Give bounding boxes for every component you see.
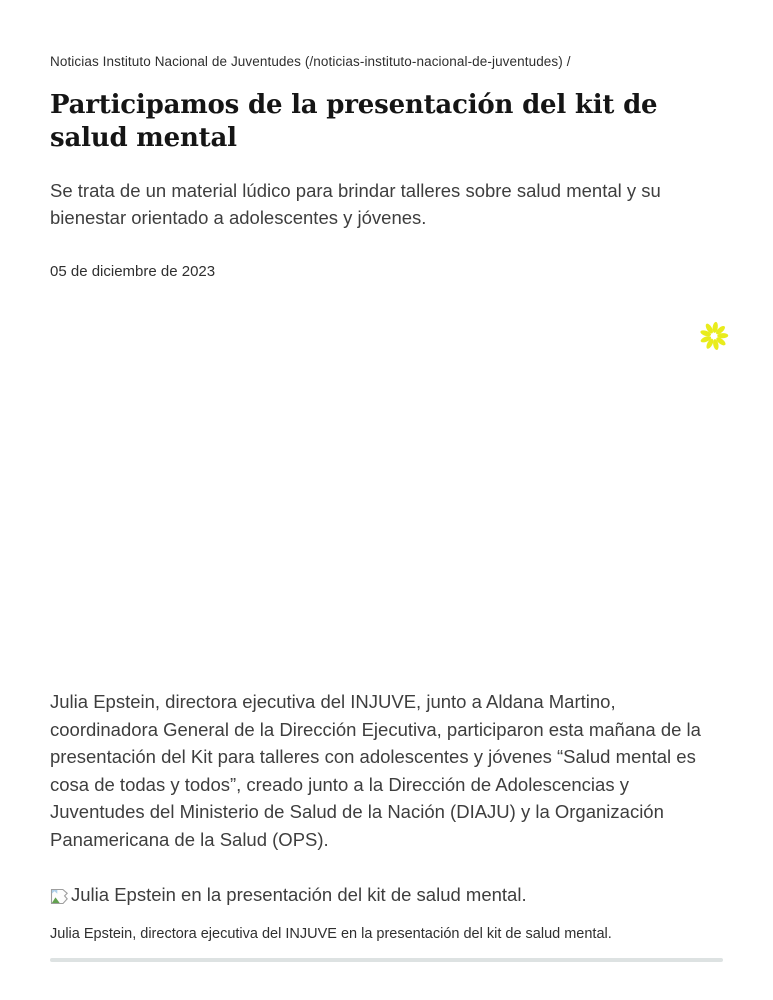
article-lede: Se trata de un material lúdico para brindar talleres sobre salud mental y su bienestar orientado a adolescentes y jóvenes. [50, 179, 661, 229]
loading-spinner-icon [698, 320, 730, 352]
broken-image-alt-text: Julia Epstein en la presentación del kit de salud mental. [71, 884, 527, 906]
page-title: Participamos de la presentación del kit de salud mental [50, 90, 658, 154]
article-image-placeholder [50, 296, 723, 688]
broken-image [50, 884, 723, 906]
article-body: Julia Epstein, directora ejecutiva del INJUVE, junto a Aldana Martino, coordinadora General de la Dirección Ejecutiva, participaron esta mañana de la presentación del Kit para talleres con adolescentes y jóvenes “Salud mental es cosa de todas y todos”, creado junto a la Dirección de Adolescencias y Juventudes del Ministerio de Salud de la Nación (DIAJU) y la Organización Panamericana de la Salud (OPS). [50, 691, 701, 850]
breadcrumb[interactable]: Noticias Instituto Nacional de Juventudes (/noticias-instituto-nacional-de-juventudes) / [50, 54, 571, 69]
footer-divider [50, 958, 723, 962]
image-caption: Julia Epstein, directora ejecutiva del INJUVE en la presentación del kit de salud mental. [50, 926, 612, 943]
article-date: 05 de diciembre de 2023 [50, 263, 216, 281]
broken-image-icon [50, 888, 69, 905]
